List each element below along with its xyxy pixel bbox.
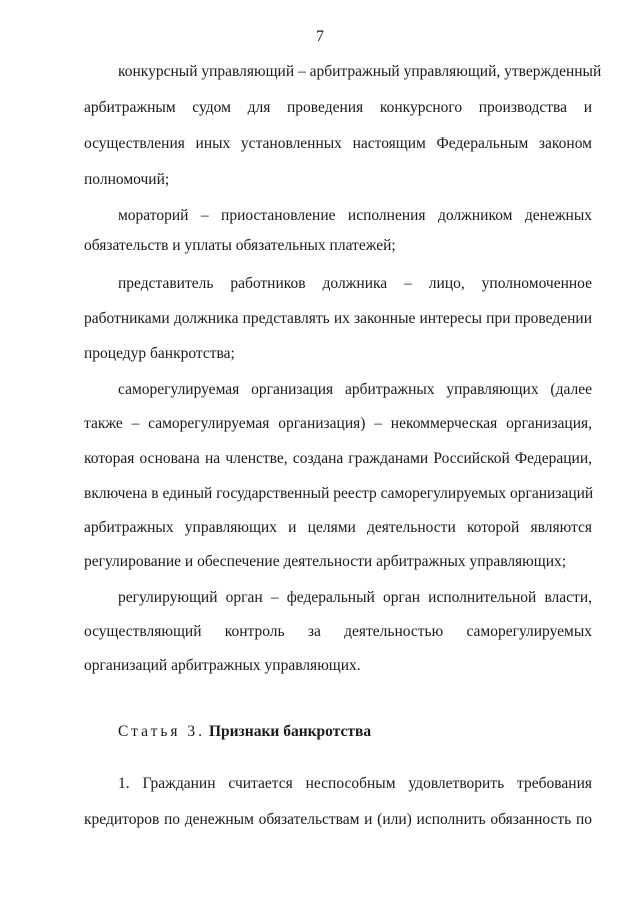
paragraph-line: работниками должника представлять их законные интересы при проведении: [84, 310, 592, 327]
paragraph-line: кредиторов по денежным обязательствам и (или) исполнить обязанность по: [84, 811, 592, 828]
paragraph-line: также – саморегулируемая организация) – некоммерческая организация,: [84, 415, 592, 432]
paragraph-line: 1. Гражданин считается неспособным удовлетворить требования: [118, 775, 592, 792]
article-title: Признаки банкротства: [208, 723, 372, 740]
paragraph-line: саморегулируемая организация арбитражных управляющих (далее: [118, 381, 592, 398]
paragraph-line: регулирующий орган – федеральный орган исполнительной власти,: [118, 589, 592, 606]
paragraph-line: включена в единый государственный реестр саморегулируемых организаций: [84, 485, 594, 502]
paragraph-line: осуществления иных установленных настоящим Федеральным законом: [84, 135, 592, 152]
paragraph-line: процедур банкротства;: [84, 345, 235, 362]
article-heading: [118, 722, 371, 742]
paragraph-line: обязательств и уплаты обязательных платежей;: [84, 237, 396, 254]
paragraph-line: регулирование и обеспечение деятельности арбитражных управляющих;: [84, 553, 567, 570]
article-number: Статья 3.: [118, 723, 206, 740]
paragraph-line: которая основана на членстве, создана гражданами Российской Федерации,: [84, 450, 592, 467]
page-number: 7: [316, 28, 324, 45]
paragraph-line: конкурсный управляющий – арбитражный управляющий, утвержденный: [118, 63, 602, 80]
paragraph-line: организаций арбитражных управляющих.: [84, 657, 361, 674]
paragraph-line: полномочий;: [84, 171, 170, 188]
paragraph-line: мораторий – приостановление исполнения должником денежных: [118, 207, 592, 224]
paragraph-line: представитель работников должника – лицо, уполномоченное: [118, 275, 592, 292]
paragraph-line: осуществляющий контроль за деятельностью саморегулируемых: [84, 623, 592, 640]
paragraph-line: арбитражных управляющих и целями деятельности которой являются: [84, 519, 592, 536]
paragraph-line: арбитражным судом для проведения конкурсного производства и: [84, 99, 592, 116]
